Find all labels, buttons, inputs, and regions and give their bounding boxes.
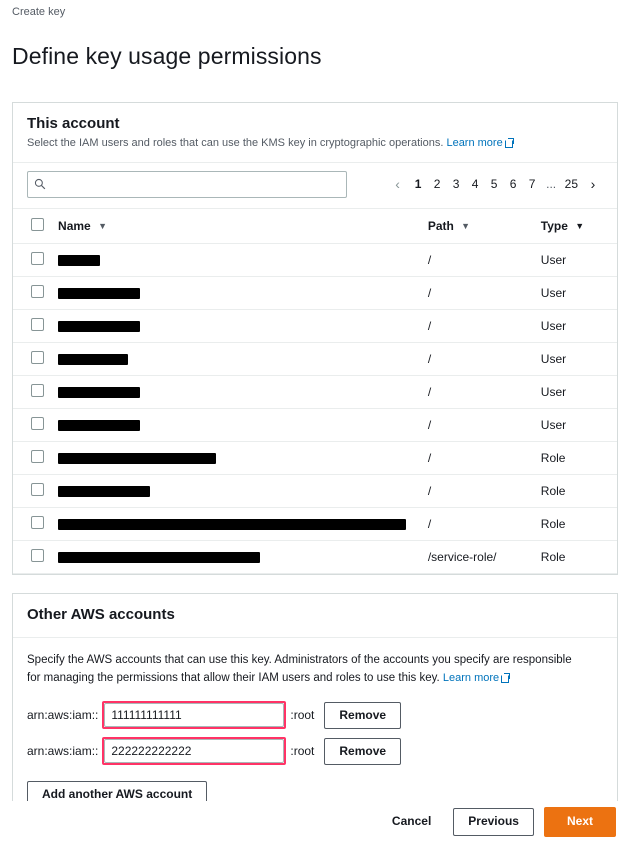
pagination-page-3[interactable]: 3: [452, 177, 460, 192]
pagination-page-25[interactable]: 25: [564, 177, 578, 192]
other-accounts-description-text: Specify the AWS accounts that can use this key. Administrators of the accounts you specify are responsible for managing the permissions that allow their IAM users and roles to use this key.: [27, 653, 572, 684]
path-cell: /: [422, 342, 535, 375]
search-box[interactable]: [27, 171, 347, 198]
pagination-page-1[interactable]: 1: [414, 177, 422, 192]
principal-name-cell: [52, 408, 422, 441]
add-another-account-button[interactable]: Add another AWS account: [27, 781, 207, 808]
table-row[interactable]: [13, 474, 617, 507]
other-accounts-header: [13, 594, 617, 638]
redacted-name: [58, 288, 140, 299]
redacted-name: [58, 255, 100, 266]
table-row[interactable]: [13, 375, 617, 408]
table-row[interactable]: [13, 243, 617, 276]
principal-name-cell: [52, 540, 422, 573]
redacted-name: [58, 453, 216, 464]
redacted-name: [58, 552, 260, 563]
path-cell: /: [422, 309, 535, 342]
breadcrumb[interactable]: Create key: [12, 6, 66, 18]
path-cell: /: [422, 507, 535, 540]
row-checkbox[interactable]: [31, 417, 44, 430]
table-row[interactable]: [13, 342, 617, 375]
type-cell: User: [535, 375, 617, 408]
sort-caret-icon[interactable]: ▼: [98, 220, 107, 231]
this-account-panel: [12, 102, 618, 575]
type-cell: User: [535, 276, 617, 309]
other-accounts-description: [27, 652, 587, 688]
path-cell: /service-role/: [422, 540, 535, 573]
type-cell: User: [535, 243, 617, 276]
principal-name-cell: [52, 441, 422, 474]
redacted-name: [58, 420, 140, 431]
external-link-icon: [501, 673, 510, 682]
name-column-label: Name: [58, 218, 91, 233]
path-cell: /: [422, 276, 535, 309]
type-column-label: Type: [540, 218, 568, 233]
this-account-header: [13, 103, 617, 163]
row-checkbox[interactable]: [31, 483, 44, 496]
type-cell: User: [535, 309, 617, 342]
account-id-input[interactable]: [104, 739, 284, 763]
this-account-title: This account: [27, 114, 120, 132]
redacted-name: [58, 321, 140, 332]
redacted-name: [58, 486, 150, 497]
table-row[interactable]: [13, 276, 617, 309]
row-checkbox[interactable]: [31, 351, 44, 364]
account-row: [27, 737, 603, 765]
select-all-checkbox[interactable]: [31, 218, 44, 231]
pagination-ellipsis: ...: [546, 177, 557, 192]
pagination-prev[interactable]: ‹: [395, 176, 400, 193]
table-row[interactable]: [13, 441, 617, 474]
path-column-header[interactable]: [422, 208, 535, 243]
pagination-page-5[interactable]: 5: [490, 177, 498, 192]
row-checkbox[interactable]: [31, 450, 44, 463]
row-select-cell[interactable]: [13, 474, 52, 507]
table-row[interactable]: [13, 540, 617, 573]
name-column-header[interactable]: [52, 208, 422, 243]
principal-name-cell: [52, 474, 422, 507]
row-checkbox[interactable]: [31, 549, 44, 562]
arn-suffix-label: :root: [290, 744, 315, 759]
wizard-footer: [0, 801, 630, 843]
row-select-cell[interactable]: [13, 342, 52, 375]
pagination-page-6[interactable]: 6: [509, 177, 517, 192]
path-cell: /: [422, 408, 535, 441]
type-column-header[interactable]: [535, 208, 617, 243]
account-id-input[interactable]: [104, 703, 284, 727]
other-accounts-panel: [12, 593, 618, 824]
arn-prefix-label: arn:aws:iam::: [27, 708, 99, 723]
pagination: [388, 175, 603, 193]
type-cell: Role: [535, 474, 617, 507]
principal-name-cell: [52, 375, 422, 408]
row-select-cell[interactable]: [13, 309, 52, 342]
external-link-icon: [505, 138, 514, 147]
sort-caret-icon[interactable]: ▼: [575, 220, 585, 231]
row-select-cell[interactable]: [13, 375, 52, 408]
next-button[interactable]: Next: [544, 807, 616, 836]
remove-account-button[interactable]: Remove: [324, 702, 401, 729]
cancel-button[interactable]: Cancel: [380, 808, 443, 835]
redacted-name: [58, 354, 128, 365]
table-row[interactable]: [13, 408, 617, 441]
row-select-cell[interactable]: [13, 441, 52, 474]
row-select-cell[interactable]: [13, 408, 52, 441]
account-row: [27, 701, 603, 729]
page-title: Define key usage permissions: [12, 43, 322, 70]
other-accounts-body: [13, 638, 617, 823]
this-account-description-text: Select the IAM users and roles that can use the KMS key in cryptographic operations.: [27, 136, 444, 149]
table-row[interactable]: [13, 507, 617, 540]
row-checkbox[interactable]: [31, 318, 44, 331]
account-id-highlight: [102, 701, 286, 729]
principal-name-cell: [52, 276, 422, 309]
type-cell: Role: [535, 507, 617, 540]
principal-name-cell: [52, 507, 422, 540]
other-accounts-learn-more-link[interactable]: Learn more: [442, 671, 500, 684]
pagination-page-7[interactable]: 7: [528, 177, 536, 192]
row-checkbox[interactable]: [31, 285, 44, 298]
arn-suffix-label: :root: [290, 708, 315, 723]
select-all-header[interactable]: [13, 208, 52, 243]
redacted-name: [58, 387, 140, 398]
row-select-cell[interactable]: [13, 540, 52, 573]
users-table: [13, 208, 617, 574]
account-id-highlight: [102, 737, 286, 765]
arn-prefix-label: arn:aws:iam::: [27, 744, 99, 759]
other-accounts-title: Other AWS accounts: [27, 605, 175, 623]
type-cell: Role: [535, 540, 617, 573]
principal-name-cell: [52, 342, 422, 375]
sort-caret-icon[interactable]: ▼: [461, 220, 471, 231]
table-header-row: [13, 208, 617, 243]
row-select-cell[interactable]: [13, 243, 52, 276]
row-checkbox[interactable]: [31, 252, 44, 265]
row-checkbox[interactable]: [31, 516, 44, 529]
previous-button[interactable]: Previous: [453, 808, 534, 835]
row-select-cell[interactable]: [13, 276, 52, 309]
path-cell: /: [422, 474, 535, 507]
search-icon: [34, 178, 46, 190]
path-cell: /: [422, 441, 535, 474]
type-cell: User: [535, 408, 617, 441]
pagination-page-2[interactable]: 2: [433, 177, 441, 192]
pagination-next[interactable]: ›: [590, 176, 596, 193]
remove-account-button[interactable]: Remove: [324, 738, 401, 765]
table-tools: [13, 163, 617, 208]
path-cell: /: [422, 375, 535, 408]
redacted-name: [58, 519, 406, 530]
users-table-body: [13, 243, 617, 573]
type-cell: Role: [535, 441, 617, 474]
type-cell: User: [535, 342, 617, 375]
this-account-description: [27, 136, 603, 152]
row-select-cell[interactable]: [13, 507, 52, 540]
row-checkbox[interactable]: [31, 384, 44, 397]
path-column-label: Path: [427, 218, 454, 233]
principal-name-cell: [52, 243, 422, 276]
pagination-page-4[interactable]: 4: [471, 177, 479, 192]
path-cell: /: [422, 243, 535, 276]
this-account-learn-more-link[interactable]: Learn more: [446, 136, 503, 149]
search-input[interactable]: [52, 176, 340, 192]
table-row[interactable]: [13, 309, 617, 342]
principal-name-cell: [52, 309, 422, 342]
